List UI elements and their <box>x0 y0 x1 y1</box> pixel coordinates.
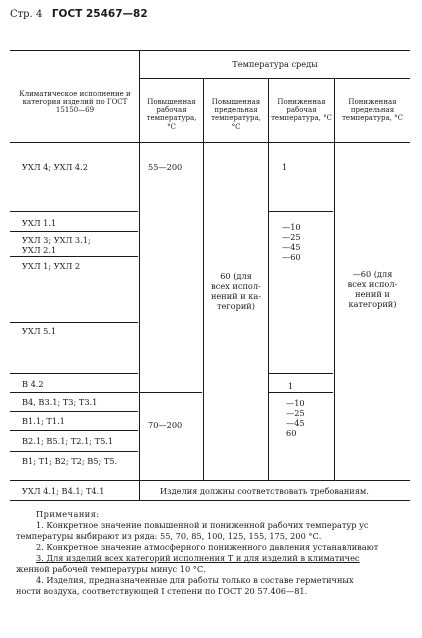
row-label: В4, В3.1; Т3; Т3.1 <box>22 397 98 407</box>
col-group-header: Температура среды <box>232 59 318 69</box>
last-row-top-border <box>10 480 410 481</box>
table-bottom-border <box>10 500 410 501</box>
row-label: В1; Т1; В2; Т2; В5; Т5. <box>22 456 118 466</box>
col5-header: Пониженная предельная температура, °С <box>342 98 403 123</box>
row-line <box>10 392 138 393</box>
row-label: УХЛ 1.1 <box>22 218 57 228</box>
col-divider-3 <box>268 78 269 480</box>
note-1: 1. Конкретное значение повышенной и пониженной рабочих температур ус <box>36 520 369 530</box>
row-label: В2.1; В5.1; Т2.1; Т5.1 <box>22 436 114 446</box>
lower-limit-temp: —60 (для всех испол- нений и категорий) <box>347 269 398 309</box>
note-3-cont: женной рабочей температуры минус 10 °С. <box>16 564 206 574</box>
row-label: УХЛ 4; УХЛ 4.2 <box>22 162 88 172</box>
group-line <box>269 392 333 393</box>
subheader-top-border <box>139 78 410 79</box>
notes-section <box>16 509 412 597</box>
col4-header: Пониженная рабочая температура, °С <box>271 98 332 123</box>
table-top-border <box>10 50 410 51</box>
lower-work-temp-group: —10 —25 —45 —60 <box>282 222 301 262</box>
note-4: 4. Изделия, предназначенные для работы только в составе герметичных <box>36 575 354 585</box>
page-label: Стр. 4 <box>10 9 43 20</box>
row-line <box>10 322 138 323</box>
row-label: В1.1; Т1.1 <box>22 416 65 426</box>
lower-work-temp: 1 <box>282 162 288 172</box>
upper-work-temp: 70—200 <box>148 420 183 430</box>
row-label: УХЛ 1; УХЛ 2 <box>22 261 81 271</box>
row-line <box>10 256 138 257</box>
row-label: УХЛ 4.1; В4.1; Т4.1 <box>22 486 105 496</box>
row-line <box>10 451 138 452</box>
lower-work-temp-group: —10 —25 —45 60 <box>286 398 305 438</box>
lower-work-temp: 1 <box>288 381 294 391</box>
last-row-note: Изделия должны соответствовать требованиям. <box>160 486 369 496</box>
row-line <box>10 373 138 374</box>
page-header <box>10 8 148 20</box>
note-2: 2. Конкретное значение атмосферного пониженного давления устанавливают <box>36 542 379 552</box>
row-line <box>10 231 138 232</box>
col3-header: Повышенная предельная температура, °С <box>211 98 261 131</box>
note-4-cont: ности воздуха, соответствующей I степени по ГОСТ 20 57.406—81. <box>16 586 308 596</box>
group-line <box>140 392 202 393</box>
group-line <box>269 211 333 212</box>
header-bottom-border <box>10 142 410 143</box>
upper-work-temp: 55—200 <box>148 162 183 172</box>
col1-header: Климатическое исполнение и категория изделий по ГОСТ 15150—69 <box>19 90 131 115</box>
standard-number: ГОСТ 25467—82 <box>51 8 148 20</box>
col-divider-1 <box>139 50 140 500</box>
row-label: УХЛ 5.1 <box>22 326 57 336</box>
upper-limit-temp: 60 (для всех испол- нений и ка- тегорий) <box>210 271 262 311</box>
row-label: В 4.2 <box>22 379 44 389</box>
note-1-cont: температуры выбирают из ряда: 55, 70, 85, 100, 125, 155, 175, 200 °С. <box>16 531 322 541</box>
col2-header: Повышенная рабочая температура, °С <box>146 98 197 131</box>
row-label: УХЛ 2.1 <box>22 245 57 255</box>
note-3: 3. Для изделий всех категорий исполнения Т и для изделий в климатичес <box>36 553 360 563</box>
group-line <box>269 373 333 374</box>
row-label: УХЛ 3; УХЛ 3.1; <box>22 235 91 245</box>
row-line <box>10 411 138 412</box>
row-line <box>10 430 138 431</box>
notes-title: Примечания: <box>36 509 100 519</box>
row-line <box>10 211 138 212</box>
